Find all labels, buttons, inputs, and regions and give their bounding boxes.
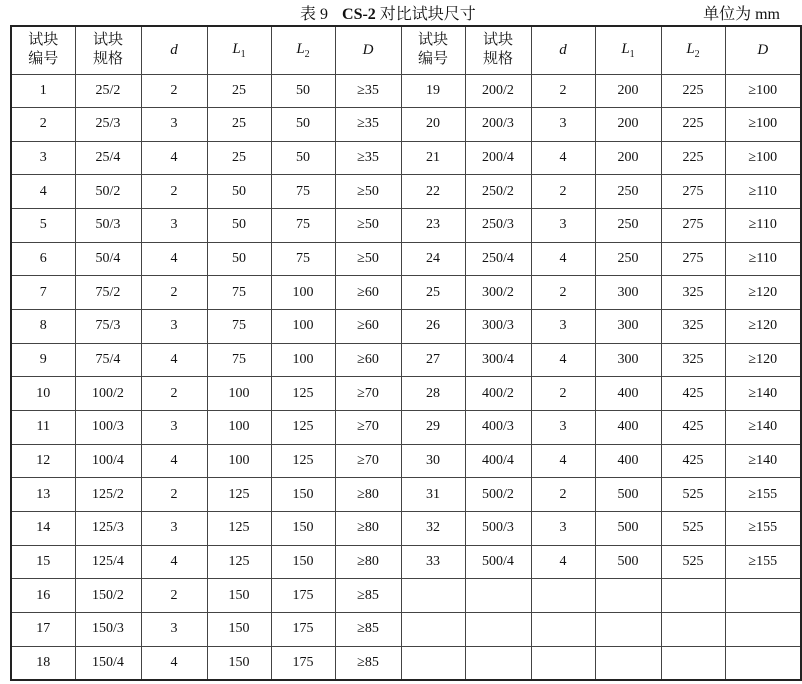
cell-l1-right: 400 xyxy=(595,377,661,411)
cell-d-left: 3 xyxy=(141,411,207,445)
cell-l2-right xyxy=(661,579,725,613)
cell-l2-left: 175 xyxy=(271,613,335,647)
cell-block-no-right: 23 xyxy=(401,209,465,243)
cell-l2-right: 425 xyxy=(661,377,725,411)
cell-l1-right xyxy=(595,579,661,613)
cell-block-no-right: 26 xyxy=(401,310,465,344)
cell-D-right: ≥140 xyxy=(725,411,801,445)
cell-l1-left: 50 xyxy=(207,242,271,276)
cell-l2-right: 325 xyxy=(661,343,725,377)
header-d-right: d xyxy=(531,26,595,74)
cell-block-spec-left: 100/2 xyxy=(75,377,141,411)
cell-l2-left: 50 xyxy=(271,141,335,175)
cell-block-spec-right: 400/2 xyxy=(465,377,531,411)
table-row xyxy=(11,512,801,546)
cell-block-spec-left: 25/3 xyxy=(75,108,141,142)
cell-l2-left: 125 xyxy=(271,411,335,445)
cell-block-spec-left: 125/2 xyxy=(75,478,141,512)
cell-D-right xyxy=(725,579,801,613)
cell-d-right xyxy=(531,579,595,613)
cell-d-left: 3 xyxy=(141,108,207,142)
cell-l2-left: 100 xyxy=(271,310,335,344)
table-row xyxy=(11,276,801,310)
cell-l2-left: 50 xyxy=(271,74,335,108)
cell-l2-right: 525 xyxy=(661,478,725,512)
cell-D-left: ≥35 xyxy=(335,141,401,175)
cell-D-right: ≥140 xyxy=(725,377,801,411)
cell-l2-right: 525 xyxy=(661,545,725,579)
cell-block-spec-right: 200/3 xyxy=(465,108,531,142)
cell-block-no-right: 30 xyxy=(401,444,465,478)
cell-D-right: ≥155 xyxy=(725,545,801,579)
cell-block-no-left: 10 xyxy=(11,377,75,411)
cell-block-no-right: 32 xyxy=(401,512,465,546)
cell-d-right: 4 xyxy=(531,343,595,377)
cell-block-no-right: 19 xyxy=(401,74,465,108)
cell-block-spec-left: 125/4 xyxy=(75,545,141,579)
cell-l2-left: 75 xyxy=(271,242,335,276)
cell-l2-right xyxy=(661,646,725,680)
cell-d-right: 2 xyxy=(531,74,595,108)
cell-block-no-right: 27 xyxy=(401,343,465,377)
cell-l2-right xyxy=(661,613,725,647)
cell-block-no-left: 9 xyxy=(11,343,75,377)
cell-block-spec-right: 500/3 xyxy=(465,512,531,546)
cell-D-right: ≥140 xyxy=(725,444,801,478)
cell-D-left: ≥35 xyxy=(335,74,401,108)
cell-d-left: 3 xyxy=(141,512,207,546)
cell-d-left: 4 xyxy=(141,545,207,579)
cell-block-spec-right: 250/4 xyxy=(465,242,531,276)
cell-D-left: ≥35 xyxy=(335,108,401,142)
cell-block-no-left: 4 xyxy=(11,175,75,209)
cell-block-no-left: 5 xyxy=(11,209,75,243)
cell-block-no-left: 7 xyxy=(11,276,75,310)
cell-block-spec-left: 100/4 xyxy=(75,444,141,478)
cell-block-spec-right: 300/2 xyxy=(465,276,531,310)
title-code: CS-2 xyxy=(342,6,376,23)
cell-d-right: 3 xyxy=(531,108,595,142)
cell-block-spec-left: 125/3 xyxy=(75,512,141,546)
cell-D-right: ≥120 xyxy=(725,310,801,344)
table-row xyxy=(11,545,801,579)
cell-d-right: 2 xyxy=(531,276,595,310)
cell-block-spec-right xyxy=(465,646,531,680)
cell-block-spec-right: 200/2 xyxy=(465,74,531,108)
cell-d-left: 3 xyxy=(141,209,207,243)
cell-block-no-left: 6 xyxy=(11,242,75,276)
cell-block-no-right: 33 xyxy=(401,545,465,579)
cell-block-spec-left: 50/4 xyxy=(75,242,141,276)
cell-block-spec-right: 250/2 xyxy=(465,175,531,209)
cell-d-right: 3 xyxy=(531,512,595,546)
title-text: 对比试块尺寸 xyxy=(379,6,476,23)
cell-l2-left: 150 xyxy=(271,478,335,512)
table-row xyxy=(11,579,801,613)
cell-D-left: ≥50 xyxy=(335,175,401,209)
cell-D-right: ≥110 xyxy=(725,175,801,209)
cell-l2-left: 75 xyxy=(271,175,335,209)
cell-D-right: ≥155 xyxy=(725,512,801,546)
cell-l2-right: 225 xyxy=(661,108,725,142)
cell-block-spec-left: 150/2 xyxy=(75,579,141,613)
cell-block-spec-right: 400/3 xyxy=(465,411,531,445)
cell-D-left: ≥80 xyxy=(335,478,401,512)
table-row xyxy=(11,613,801,647)
cell-d-left: 2 xyxy=(141,579,207,613)
cell-l1-left: 75 xyxy=(207,276,271,310)
unit-note: 单位为 mm xyxy=(703,6,780,23)
cell-D-right: ≥120 xyxy=(725,276,801,310)
cell-l1-left: 50 xyxy=(207,209,271,243)
cell-D-right: ≥155 xyxy=(725,478,801,512)
cell-d-right: 4 xyxy=(531,444,595,478)
cell-d-right xyxy=(531,646,595,680)
cell-block-spec-left: 50/2 xyxy=(75,175,141,209)
cell-d-right: 2 xyxy=(531,478,595,512)
header-block-no-right: 试块 编号 xyxy=(401,26,465,74)
cell-D-left: ≥70 xyxy=(335,411,401,445)
cell-block-no-right: 25 xyxy=(401,276,465,310)
cell-block-no-left: 12 xyxy=(11,444,75,478)
cell-d-right: 4 xyxy=(531,545,595,579)
cell-D-right: ≥100 xyxy=(725,74,801,108)
header-D-right: D xyxy=(725,26,801,74)
cell-l1-right: 500 xyxy=(595,478,661,512)
cell-l1-left: 25 xyxy=(207,108,271,142)
cell-block-no-left: 11 xyxy=(11,411,75,445)
cell-d-left: 4 xyxy=(141,444,207,478)
table-row xyxy=(11,411,801,445)
cell-D-left: ≥85 xyxy=(335,646,401,680)
header-l1: $L_1$ xyxy=(207,26,271,74)
cell-d-right xyxy=(531,613,595,647)
cell-l2-left: 175 xyxy=(271,646,335,680)
cell-d-right: 2 xyxy=(531,175,595,209)
cell-l1-right: 250 xyxy=(595,175,661,209)
cell-block-no-right: 20 xyxy=(401,108,465,142)
cell-l1-right: 300 xyxy=(595,276,661,310)
cell-l1-right: 250 xyxy=(595,242,661,276)
cell-l1-left: 125 xyxy=(207,478,271,512)
header-l2: $L_2$ xyxy=(271,26,335,74)
cell-l2-right: 325 xyxy=(661,310,725,344)
cell-block-no-left: 14 xyxy=(11,512,75,546)
table-row xyxy=(11,377,801,411)
cell-D-left: ≥60 xyxy=(335,343,401,377)
cell-D-left: ≥80 xyxy=(335,545,401,579)
cell-d-right: 3 xyxy=(531,411,595,445)
cell-l2-left: 150 xyxy=(271,512,335,546)
header-block-no: 试块 编号 xyxy=(11,26,75,74)
header-l1-right: $L_1$ xyxy=(595,26,661,74)
cell-d-right: 3 xyxy=(531,310,595,344)
table-row xyxy=(11,74,801,108)
cell-l1-left: 150 xyxy=(207,579,271,613)
cell-d-right: 4 xyxy=(531,141,595,175)
cell-l2-left: 50 xyxy=(271,108,335,142)
table-row xyxy=(11,141,801,175)
cell-block-no-left: 8 xyxy=(11,310,75,344)
cell-D-right xyxy=(725,613,801,647)
table-row xyxy=(11,343,801,377)
cell-block-spec-right: 300/3 xyxy=(465,310,531,344)
cell-block-spec-left: 25/4 xyxy=(75,141,141,175)
cell-D-left: ≥70 xyxy=(335,377,401,411)
cell-l2-left: 125 xyxy=(271,377,335,411)
cell-d-right: 4 xyxy=(531,242,595,276)
cell-d-left: 2 xyxy=(141,478,207,512)
cell-l1-right: 200 xyxy=(595,108,661,142)
table-row xyxy=(11,175,801,209)
cell-block-spec-right xyxy=(465,579,531,613)
cell-d-left: 3 xyxy=(141,310,207,344)
cell-block-no-right: 28 xyxy=(401,377,465,411)
header-D: D xyxy=(335,26,401,74)
cell-l2-right: 525 xyxy=(661,512,725,546)
cell-D-left: ≥60 xyxy=(335,276,401,310)
table-body xyxy=(11,74,801,680)
header-block-spec: 试块 规格 xyxy=(75,26,141,74)
cell-block-no-right xyxy=(401,646,465,680)
cell-D-right: ≥100 xyxy=(725,108,801,142)
cell-block-no-right: 21 xyxy=(401,141,465,175)
specs-table xyxy=(10,25,802,681)
cell-l1-left: 150 xyxy=(207,613,271,647)
cell-block-no-right: 24 xyxy=(401,242,465,276)
cell-D-left: ≥60 xyxy=(335,310,401,344)
cell-l1-left: 75 xyxy=(207,310,271,344)
cell-l1-right: 400 xyxy=(595,444,661,478)
cell-l1-right: 250 xyxy=(595,209,661,243)
cell-d-right: 2 xyxy=(531,377,595,411)
cell-l1-left: 125 xyxy=(207,512,271,546)
header-row xyxy=(11,26,801,74)
cell-l1-right: 200 xyxy=(595,141,661,175)
table-row xyxy=(11,478,801,512)
cell-l2-right: 275 xyxy=(661,175,725,209)
cell-l2-right: 325 xyxy=(661,276,725,310)
cell-l1-left: 50 xyxy=(207,175,271,209)
header-block-spec-right: 试块 规格 xyxy=(465,26,531,74)
cell-l1-right: 200 xyxy=(595,74,661,108)
cell-block-no-right xyxy=(401,613,465,647)
cell-block-spec-left: 25/2 xyxy=(75,74,141,108)
cell-d-left: 4 xyxy=(141,343,207,377)
cell-D-right: ≥100 xyxy=(725,141,801,175)
cell-block-spec-right: 400/4 xyxy=(465,444,531,478)
table-row xyxy=(11,209,801,243)
cell-block-spec-right: 200/4 xyxy=(465,141,531,175)
cell-l2-right: 225 xyxy=(661,141,725,175)
cell-l1-left: 100 xyxy=(207,444,271,478)
cell-d-left: 2 xyxy=(141,175,207,209)
cell-l2-left: 175 xyxy=(271,579,335,613)
cell-l2-left: 100 xyxy=(271,343,335,377)
cell-l1-left: 75 xyxy=(207,343,271,377)
cell-D-left: ≥70 xyxy=(335,444,401,478)
cell-l1-right xyxy=(595,613,661,647)
cell-block-spec-left: 150/4 xyxy=(75,646,141,680)
cell-l2-right: 225 xyxy=(661,74,725,108)
cell-block-no-left: 16 xyxy=(11,579,75,613)
cell-block-spec-right: 500/2 xyxy=(465,478,531,512)
cell-block-no-left: 1 xyxy=(11,74,75,108)
cell-d-left: 4 xyxy=(141,141,207,175)
table-row xyxy=(11,108,801,142)
cell-d-left: 2 xyxy=(141,276,207,310)
cell-l2-left: 75 xyxy=(271,209,335,243)
cell-d-left: 4 xyxy=(141,242,207,276)
cell-block-spec-left: 150/3 xyxy=(75,613,141,647)
cell-block-spec-right: 250/3 xyxy=(465,209,531,243)
cell-l1-right: 500 xyxy=(595,545,661,579)
cell-block-no-left: 17 xyxy=(11,613,75,647)
cell-l2-right: 275 xyxy=(661,209,725,243)
cell-d-left: 2 xyxy=(141,74,207,108)
cell-block-spec-right: 300/4 xyxy=(465,343,531,377)
table-caption xyxy=(0,0,802,25)
cell-block-no-left: 3 xyxy=(11,141,75,175)
cell-block-spec-left: 75/3 xyxy=(75,310,141,344)
cell-D-right: ≥120 xyxy=(725,343,801,377)
cell-l1-right xyxy=(595,646,661,680)
cell-l1-left: 100 xyxy=(207,411,271,445)
cell-l2-left: 100 xyxy=(271,276,335,310)
table-row xyxy=(11,310,801,344)
cell-d-right: 3 xyxy=(531,209,595,243)
cell-l2-right: 425 xyxy=(661,444,725,478)
cell-block-spec-left: 50/3 xyxy=(75,209,141,243)
cell-block-no-left: 13 xyxy=(11,478,75,512)
cell-l1-left: 125 xyxy=(207,545,271,579)
cell-block-spec-left: 100/3 xyxy=(75,411,141,445)
cell-block-no-left: 15 xyxy=(11,545,75,579)
cell-D-left: ≥50 xyxy=(335,209,401,243)
header-l2-right: $L_2$ xyxy=(661,26,725,74)
cell-l1-right: 400 xyxy=(595,411,661,445)
cell-l2-left: 125 xyxy=(271,444,335,478)
cell-block-no-right: 31 xyxy=(401,478,465,512)
table-title xyxy=(300,1,476,24)
cell-l1-right: 500 xyxy=(595,512,661,546)
cell-block-spec-right xyxy=(465,613,531,647)
cell-l1-left: 25 xyxy=(207,74,271,108)
table-number: 表 9 xyxy=(300,6,329,23)
cell-D-right: ≥110 xyxy=(725,209,801,243)
table-row xyxy=(11,444,801,478)
table-row xyxy=(11,646,801,680)
cell-block-no-left: 18 xyxy=(11,646,75,680)
cell-l1-right: 300 xyxy=(595,310,661,344)
cell-l2-left: 150 xyxy=(271,545,335,579)
cell-l1-left: 150 xyxy=(207,646,271,680)
header-d: d xyxy=(141,26,207,74)
cell-d-left: 2 xyxy=(141,377,207,411)
table-row xyxy=(11,242,801,276)
cell-D-left: ≥80 xyxy=(335,512,401,546)
cell-block-spec-right: 500/4 xyxy=(465,545,531,579)
cell-D-left: ≥50 xyxy=(335,242,401,276)
cell-D-left: ≥85 xyxy=(335,613,401,647)
cell-block-no-right: 22 xyxy=(401,175,465,209)
cell-l1-left: 25 xyxy=(207,141,271,175)
cell-d-left: 3 xyxy=(141,613,207,647)
cell-d-left: 4 xyxy=(141,646,207,680)
cell-l1-right: 300 xyxy=(595,343,661,377)
cell-l2-right: 425 xyxy=(661,411,725,445)
cell-D-right xyxy=(725,646,801,680)
cell-block-no-right: 29 xyxy=(401,411,465,445)
cell-l1-left: 100 xyxy=(207,377,271,411)
cell-l2-right: 275 xyxy=(661,242,725,276)
cell-block-spec-left: 75/2 xyxy=(75,276,141,310)
cell-block-no-left: 2 xyxy=(11,108,75,142)
cell-block-no-right xyxy=(401,579,465,613)
cell-D-left: ≥85 xyxy=(335,579,401,613)
cell-block-spec-left: 75/4 xyxy=(75,343,141,377)
cell-D-right: ≥110 xyxy=(725,242,801,276)
